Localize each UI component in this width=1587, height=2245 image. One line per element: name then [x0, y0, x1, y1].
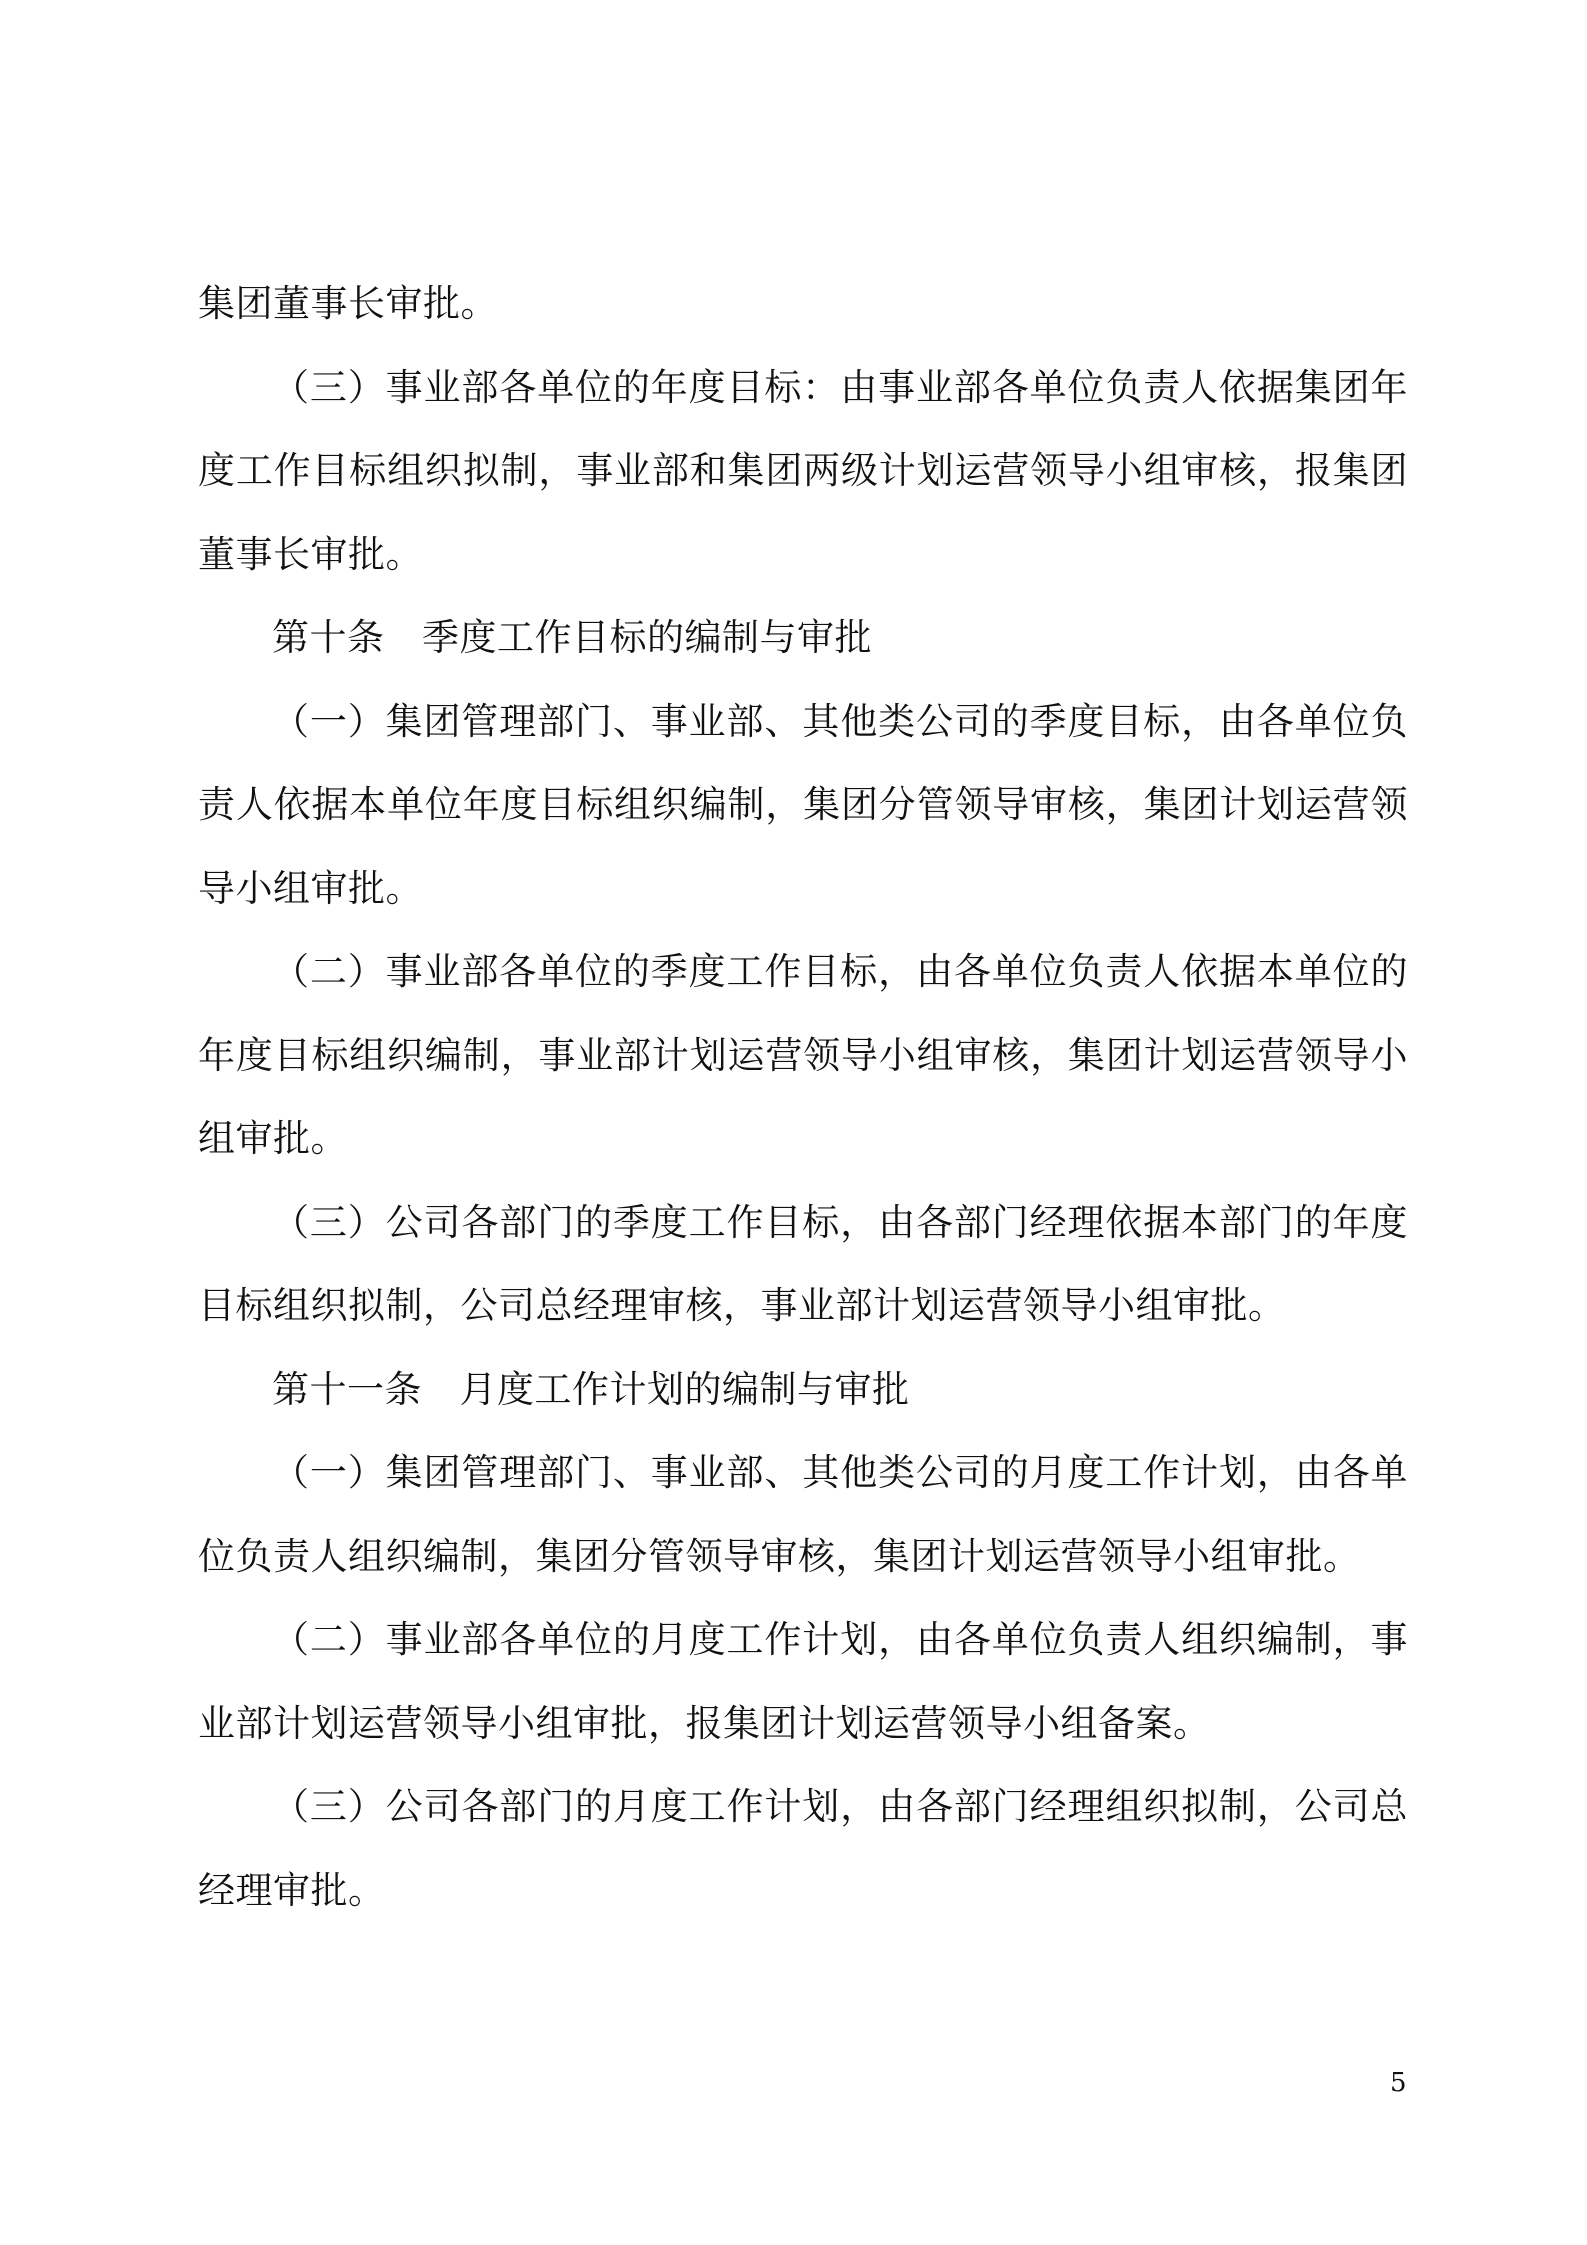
paragraph-clause-3-quarterly: （三）公司各部门的季度工作目标，由各部门经理依据本部门的年度目标组织拟制，公司总经理审核，事业部计划运营领导小组审批。	[198, 1200, 1408, 1327]
paragraph-clause-1-monthly: （一）集团管理部门、事业部、其他类公司的月度工作计划，由各单位负责人组织编制，集团分管领导审核，集团计划运营领导小组审批。	[198, 1451, 1408, 1578]
document-body	[198, 262, 1408, 1932]
paragraph-continuation: 集团董事长审批。	[198, 282, 498, 325]
article-11-heading: 第十一条 月度工作计划的编制与审批	[272, 1367, 910, 1411]
paragraph-clause-1-quarterly: （一）集团管理部门、事业部、其他类公司的季度目标，由各单位负责人依据本单位年度目标组织编制，集团分管领导审核，集团计划运营领导小组审批。	[198, 699, 1408, 910]
article-10-heading: 第十条 季度工作目标的编制与审批	[272, 616, 872, 659]
paragraph-clause-2-monthly: （二）事业部各单位的月度工作计划，由各单位负责人组织编制，事业部计划运营领导小组审批，报集团计划运营领导小组备案。	[198, 1618, 1408, 1745]
paragraph-clause-3-monthly: （三）公司各部门的月度工作计划，由各部门经理组织拟制，公司总经理审批。	[198, 1785, 1408, 1912]
page-number: 5	[1390, 2068, 1407, 2098]
paragraph-clause-2-quarterly: （二）事业部各单位的季度工作目标，由各单位负责人依据本单位的年度目标组织编制，事业部计划运营领导小组审核，集团计划运营领导小组审批。	[198, 950, 1408, 1160]
paragraph-clause-3-annual: （三）事业部各单位的年度目标：由事业部各单位负责人依据集团年度工作目标组织拟制，事业部和集团两级计划运营领导小组审核，报集团董事长审批。	[198, 365, 1408, 576]
